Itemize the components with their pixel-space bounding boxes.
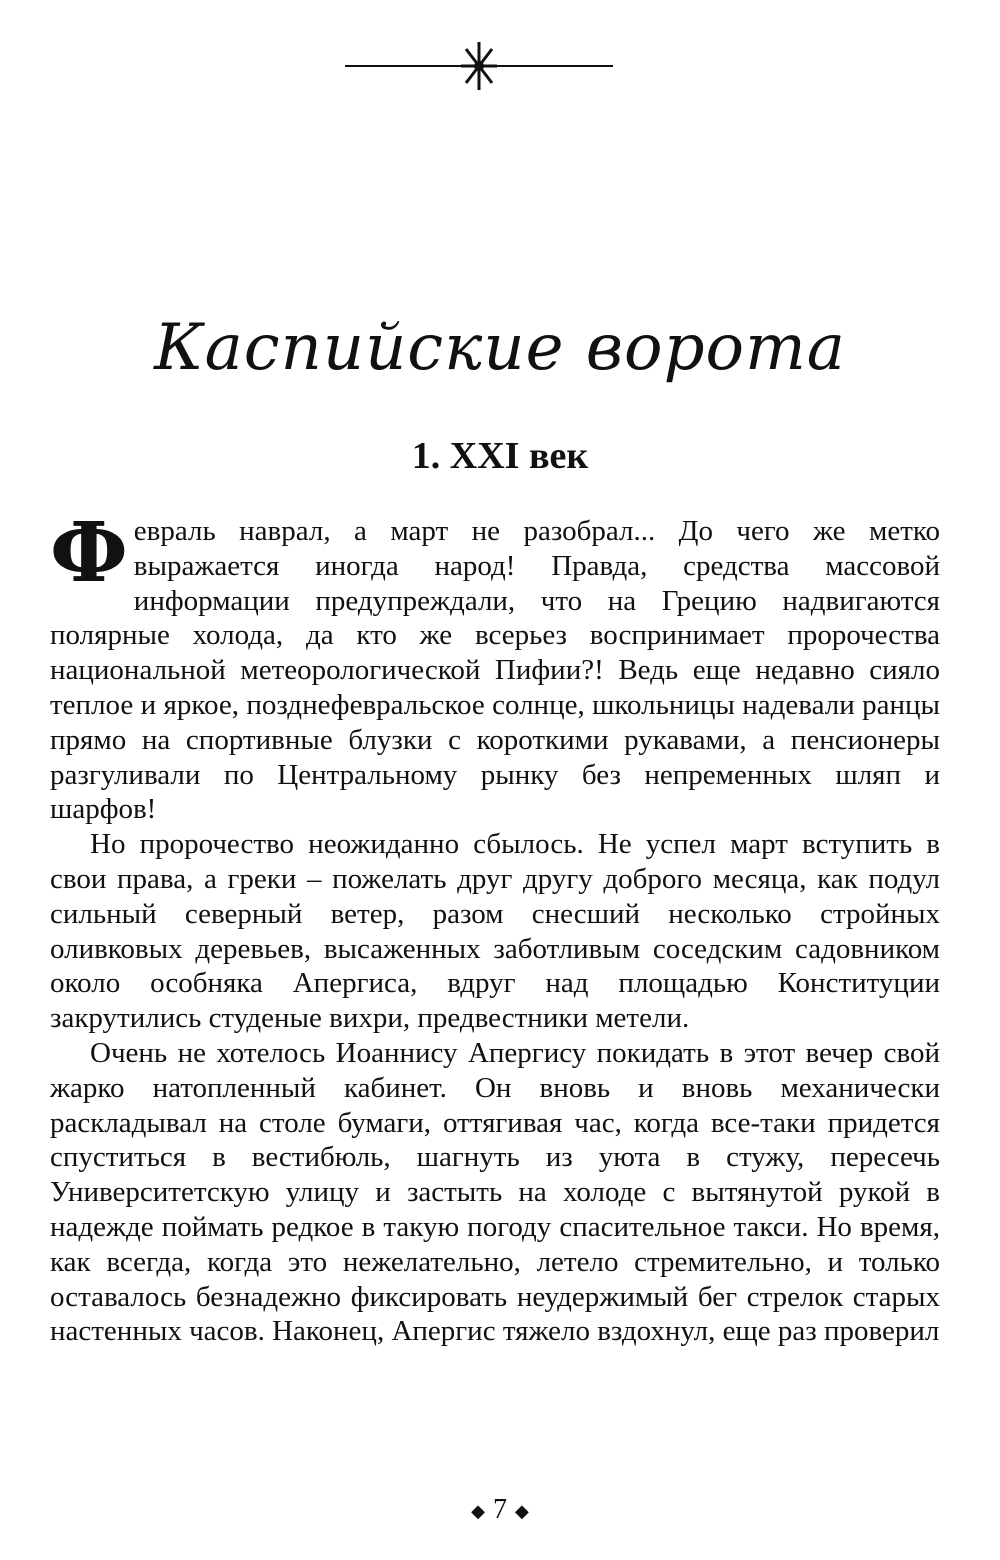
ornament-asterisk-icon [345, 40, 613, 92]
diamond-icon: ◆ [515, 1501, 529, 1522]
page-footer [0, 1494, 1000, 1526]
body-text [50, 505, 940, 1349]
page-number: 7 [493, 1494, 507, 1525]
section-title: 1. XXI век [411, 435, 589, 477]
diamond-icon: ◆ [471, 1501, 485, 1522]
paragraph-3: Очень не хотелось Иоаннису Апергису покидать в этот вечер свой жарко натопленный кабинет. Он вновь и вновь механически раскладывал на столе бумаги, оттягивая час, когда все-таки придется спуститься в вестибюль, шагнуть из уюта в стужу, пересечь Университетскую улицу и застыть на холоде с вытянутой рукой в надежде поймать редкое в такую погоду спасительное такси. Но время, как всегда, когда это нежелательно, летело стремительно, и только оставалось безнадежно фиксировать неудержимый бег стрелок старых настенных часов. Наконец, Апергис тяжело вздохнул, еще раз проверил [50, 1036, 940, 1348]
paragraph-1 [50, 505, 940, 827]
chapter-title: Каспийские ворота [154, 311, 846, 385]
paragraph-2: Но пророчество неожиданно сбылось. Не успел март вступить в свои права, а греки – пожелать друг другу доброго месяца, как подул сильный северный ветер, разом снесший несколько стройных оливковых деревьев, высаженных заботливым соседским садовником около особняка Апергиса, вдруг над площадью Конституции закрутились студеные вихри, предвестники метели. [50, 828, 940, 1035]
dropcap: Ф [50, 505, 128, 601]
paragraph-1-text: евраль наврал, а март не разобрал... До чего же метко выражается иногда народ! Правда, средства массовой информации предупреждали, что на Грецию надвигаются полярные холода, да кто же всерьез воспринимает пророчества национальной метеорологической Пифии?! Ведь еще недавно сияло теплое и яркое, позднефевральское солнце, школьницы надевали ранцы прямо на спортивные блузки с короткими рукавами, а пенсионеры разгуливали по Центральному рынку без непременных шляп и шарфов! [50, 515, 940, 826]
asterisk-star-icon [461, 42, 497, 90]
